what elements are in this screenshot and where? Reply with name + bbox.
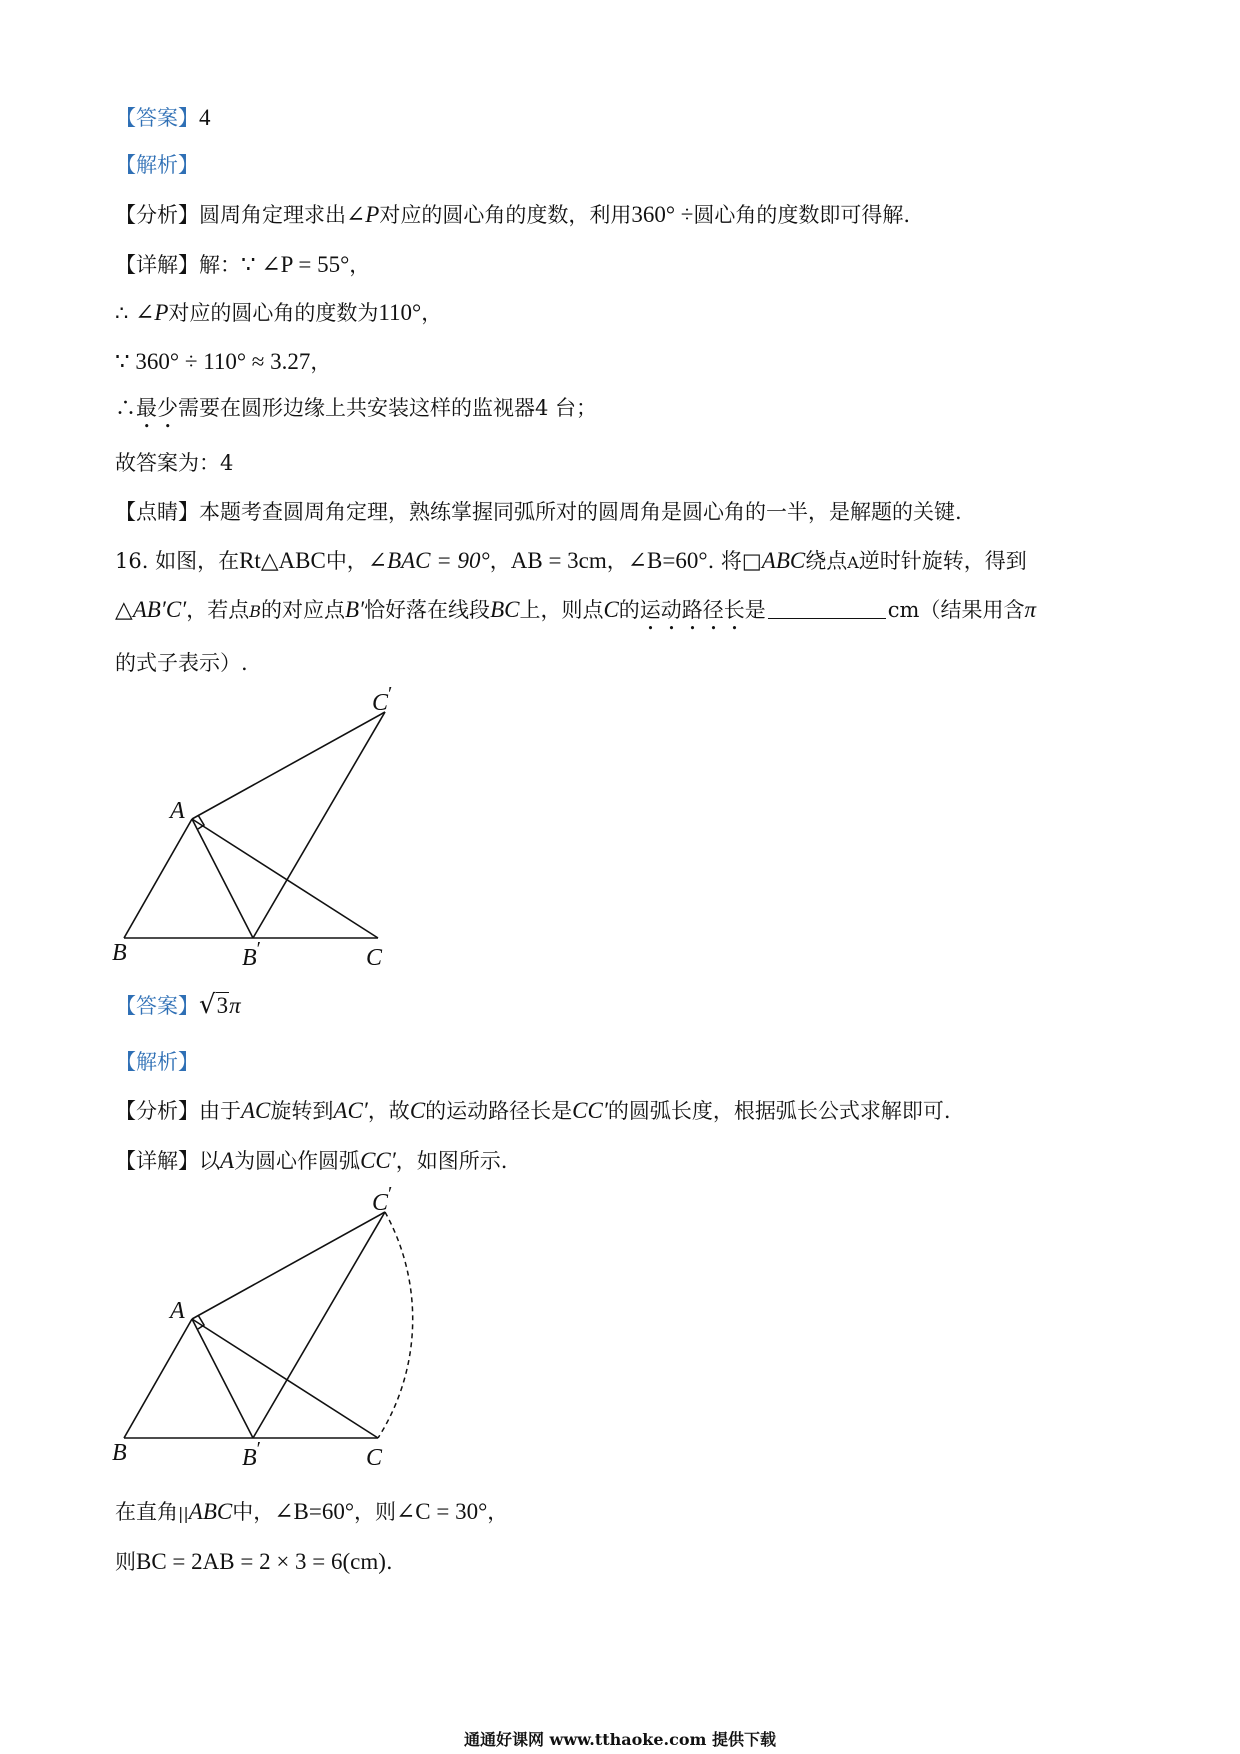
radicand: 3: [216, 993, 229, 1018]
figure-1-lines: [124, 712, 385, 938]
problem-text: 的: [618, 598, 640, 622]
problem-text: 如图，在: [155, 549, 240, 573]
q16-analysis-tag-line: [115, 1047, 199, 1077]
problem-text: . 将: [707, 549, 742, 573]
q15-fenxi-line: [115, 200, 910, 230]
punct: ，: [489, 549, 511, 573]
step-text: 中，: [232, 1500, 275, 1524]
math-pi: π: [229, 993, 241, 1018]
figure-2-lines: [124, 1212, 413, 1438]
answer-tag: 【答案】: [115, 106, 199, 130]
math-bc: BC: [490, 597, 520, 622]
q15-answer-line: [115, 103, 211, 133]
math-bc-length: BC = 2AB = 2 × 3 = 6(cm): [136, 1549, 386, 1574]
label-b: B: [112, 1440, 127, 1466]
segment-b-prime-c-prime: [253, 712, 385, 938]
label-a: A: [170, 798, 185, 824]
step-text: 则: [115, 1550, 136, 1574]
problem-text: 是: [744, 598, 766, 622]
dianjing-tag: 【点睛】: [115, 500, 199, 524]
punct: ，: [310, 350, 332, 374]
fenxi-text: 的圆弧长度，根据弧长公式求解即可.: [607, 1099, 951, 1123]
q15-step2-line: [115, 298, 442, 328]
step-text: ，则: [354, 1500, 397, 1524]
segment-a-b: [124, 1319, 192, 1438]
segment-a-b-prime: [192, 819, 253, 938]
math-ab-length: AB = 3cm: [510, 548, 607, 573]
fenxi-text: ，故: [367, 1099, 410, 1123]
triangle-figure-1: [100, 683, 400, 971]
fenxi-text: 圆周角定理求出: [199, 203, 346, 227]
q16-problem-line-3: [115, 648, 248, 678]
answer-sqrt: [199, 990, 229, 1021]
answer-tag: 【答案】: [115, 994, 199, 1018]
punct: ，: [349, 253, 371, 277]
fenxi-tag: 【分析】: [115, 1099, 199, 1123]
problem-text: cm（结果用含: [887, 598, 1025, 622]
segment-a-b: [124, 819, 192, 938]
math-ac-prime: AC′: [333, 1098, 368, 1123]
step2-text: 对应的圆心角的度数为: [168, 301, 379, 325]
fenxi-text: 对应的圆心角的度数，利用: [379, 203, 632, 227]
emphasis-text: 最少: [136, 396, 178, 420]
punct: ，: [606, 549, 628, 573]
problem-text: ，若点: [186, 598, 250, 622]
therefore-symbol: ∴: [115, 396, 136, 420]
arc-c-c-prime: [378, 1212, 413, 1438]
math-abc: ABC: [188, 1499, 233, 1524]
label-c: C: [366, 945, 383, 971]
punct: .: [385, 1550, 393, 1574]
math-triangle-prime: △AB′C′: [115, 597, 187, 622]
analysis-tag: 【解析】: [115, 1050, 199, 1074]
step2-math: 110°: [378, 300, 422, 325]
math-cc-prime: CC′: [360, 1148, 396, 1173]
punct: ，: [487, 1500, 509, 1524]
radical-sign: √: [199, 990, 216, 1020]
segment-a-b-prime: [192, 1319, 253, 1438]
q16-step1-line: [115, 1497, 508, 1529]
math-angle-c: ∠C = 30°: [396, 1499, 488, 1524]
segment-b-prime-c-prime: [253, 1212, 385, 1438]
segment-a-c-prime: [192, 1212, 385, 1319]
q15-xiangjie-line: [115, 250, 370, 280]
conclusion-text: 故答案为：4: [115, 451, 234, 475]
q15-analysis-tag-line: [115, 150, 199, 180]
problem-text: 恰好落在线段: [364, 598, 491, 622]
dianjing-text: 本题考查圆周角定理，熟练掌握同弧所对的圆周角是圆心角的一半，是解题的关键.: [199, 500, 962, 524]
math-c: C: [603, 597, 619, 622]
box-glyph: ||: [178, 1504, 189, 1523]
q16-problem-line-1: [115, 546, 1027, 578]
q16-problem-line-2: [115, 595, 1036, 635]
q16-step2-line: [115, 1547, 393, 1577]
math-cc-prime: CC′: [572, 1098, 608, 1123]
q16-xiangjie-line: [115, 1146, 507, 1176]
label-c: C: [366, 1445, 383, 1471]
triangle-figure-2: [100, 1183, 430, 1471]
problem-text: 的对应点: [260, 598, 345, 622]
segment-a-c: [192, 1319, 378, 1438]
segment-a-c-prime: [192, 712, 385, 819]
step4-text: 需要在圆形边缘上共安装这样的监视器4 台；: [178, 396, 598, 420]
math-c: C: [409, 1098, 426, 1123]
answer-value: 4: [199, 105, 211, 130]
answer-blank[interactable]: [768, 598, 886, 619]
math-abc: ABC: [761, 548, 806, 573]
xiangjie-tag: 【详解】: [115, 253, 199, 277]
angle-p: ∠P: [135, 300, 169, 325]
problem-text: 绕点: [805, 549, 848, 573]
xiangjie-text: 以: [199, 1149, 220, 1173]
step1-math: ∵ ∠P = 55°: [241, 252, 350, 277]
q15-step3-line: [115, 347, 331, 377]
math-b-prime: B′: [344, 597, 365, 622]
problem-text: 中，: [325, 549, 368, 573]
math-angle-b: ∠B=60°: [627, 548, 708, 573]
fenxi-tag: 【分析】: [115, 203, 199, 227]
math-rt-triangle: Rt△ABC: [239, 548, 326, 573]
question-number: 16.: [115, 549, 149, 573]
xiangjie-tag: 【详解】: [115, 1149, 199, 1173]
problem-text: 的式子表示）.: [115, 651, 248, 675]
analysis-tag: 【解析】: [115, 153, 199, 177]
xiangjie-text: 为圆心作圆弧: [234, 1149, 361, 1173]
label-b-prime: B′: [242, 1438, 262, 1471]
label-c-prime: C′: [372, 683, 393, 716]
q15-conclusion-line: [115, 448, 233, 478]
page-footer: 通通好课网 www.tthaoke.com 提供下载: [463, 1730, 777, 1749]
q16-answer-line: [115, 990, 241, 1021]
emphasis-text: 运动路径长: [639, 598, 745, 622]
label-b: B: [112, 940, 127, 966]
fenxi-text: 圆心角的度数即可得解.: [693, 203, 911, 227]
box-glyph: □: [741, 549, 762, 573]
therefore-symbol: ∴: [115, 301, 129, 325]
math-angle-bac: ∠BAC = 90°: [367, 548, 490, 573]
segment-a-c: [192, 819, 378, 938]
math-ac: AC: [241, 1098, 271, 1123]
angle-p: ∠P: [346, 202, 380, 227]
problem-text: 逆时针旋转，得到: [858, 549, 1027, 573]
step-text: 在直角: [115, 1500, 178, 1524]
xiangjie-text: ，如图所示.: [395, 1149, 508, 1173]
q15-dianjing-line: [115, 497, 962, 527]
q16-fenxi-line: [115, 1096, 951, 1126]
problem-text: 上，则点: [519, 598, 604, 622]
point-b: B: [249, 602, 261, 621]
label-a: A: [170, 1298, 185, 1324]
punct: ，: [421, 301, 443, 325]
q15-step4-line: [115, 393, 597, 433]
label-b-prime: B′: [242, 938, 262, 971]
fenxi-text: 旋转到: [270, 1099, 334, 1123]
label-c-prime: C′: [372, 1183, 393, 1216]
fenxi-text: 的运动路径长是: [425, 1099, 573, 1123]
fenxi-math: 360° ÷: [631, 202, 694, 227]
fenxi-text: 由于: [199, 1099, 241, 1123]
point-a: A: [847, 553, 859, 572]
step3-math: ∵ 360° ÷ 110° ≈ 3.27: [115, 349, 311, 374]
math-angle-b: ∠B=60°: [274, 1499, 355, 1524]
math-a: A: [220, 1148, 235, 1173]
xiangjie-text: 解：: [199, 253, 241, 277]
math-pi: π: [1024, 597, 1037, 622]
